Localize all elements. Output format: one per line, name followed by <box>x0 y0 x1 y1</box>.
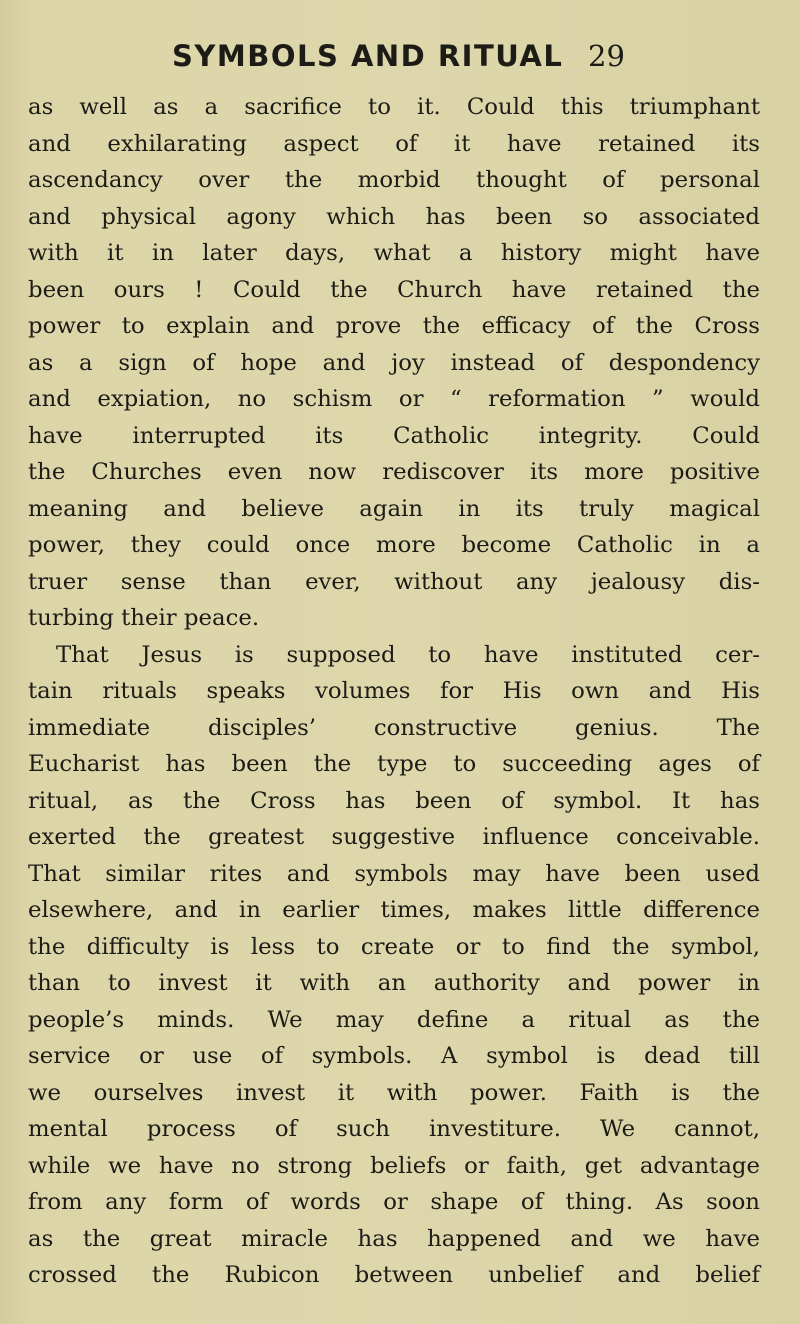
running-head <box>0 36 800 76</box>
page-number: 29 <box>588 39 625 73</box>
text-line: crossed the Rubicon between unbelief and belief <box>28 1262 760 1288</box>
text-line: we ourselves invest it with power. Faith is the <box>28 1079 760 1106</box>
text-line: and expiation, no schism or “ reformation ” would <box>28 386 760 412</box>
text-line: Eucharist has been the type to succeeding ages of <box>28 751 760 777</box>
text-line: as a sign of hope and joy instead of despondency <box>28 349 760 376</box>
text-line: power to explain and prove the efficacy of the Cross <box>28 313 760 339</box>
text-line: from any form of words or shape of thing. As soon <box>28 1189 760 1215</box>
text-line: as well as a sacrifice to it. Could this triumphant <box>28 94 760 120</box>
text-line: with it in later days, what a history might have <box>28 240 760 266</box>
text-line: and exhilarating aspect of it have retained its <box>28 130 760 157</box>
text-line: ascendancy over the morbid thought of personal <box>28 167 760 193</box>
text-line: and physical agony which has been so associated <box>28 203 760 230</box>
text-line: turbing their peace. <box>28 605 260 631</box>
text-line: mental process of such investiture. We cannot, <box>28 1116 760 1142</box>
text-line: power, they could once more become Catholic in a <box>28 532 760 558</box>
text-line: ritual, as the Cross has been of symbol. It has <box>28 787 760 814</box>
text-line: immediate disciples’ constructive genius. The <box>28 714 760 741</box>
text-line: than to invest it with an authority and power in <box>28 970 760 996</box>
body-text <box>28 89 760 1294</box>
text-line: elsewhere, and in earlier times, makes little difference <box>28 897 760 923</box>
text-line: while we have no strong beliefs or faith, get advantage <box>28 1152 760 1179</box>
text-line: That similar rites and symbols may have been used <box>28 860 760 887</box>
text-line: service or use of symbols. A symbol is dead till <box>28 1043 760 1069</box>
running-head-title: SYMBOLS AND RITUAL <box>172 39 564 73</box>
text-line: the Churches even now rediscover its more positive <box>28 459 760 485</box>
text-line: That Jesus is supposed to have instituted cer- <box>56 641 760 668</box>
text-line: meaning and believe again in its truly magical <box>28 495 760 522</box>
text-line: have interrupted its Catholic integrity. Could <box>28 422 760 449</box>
text-line: been ours ! Could the Church have retained the <box>28 276 760 303</box>
text-line: exerted the greatest suggestive influence conceivable. <box>28 824 760 850</box>
text-line: as the great miracle has happened and we have <box>28 1225 760 1252</box>
text-line: the difficulty is less to create or to find the symbol, <box>28 933 760 960</box>
text-line: people’s minds. We may define a ritual as the <box>28 1006 760 1033</box>
text-line: truer sense than ever, without any jealousy dis- <box>28 568 760 595</box>
text-line: tain rituals speaks volumes for His own and His <box>28 678 760 704</box>
